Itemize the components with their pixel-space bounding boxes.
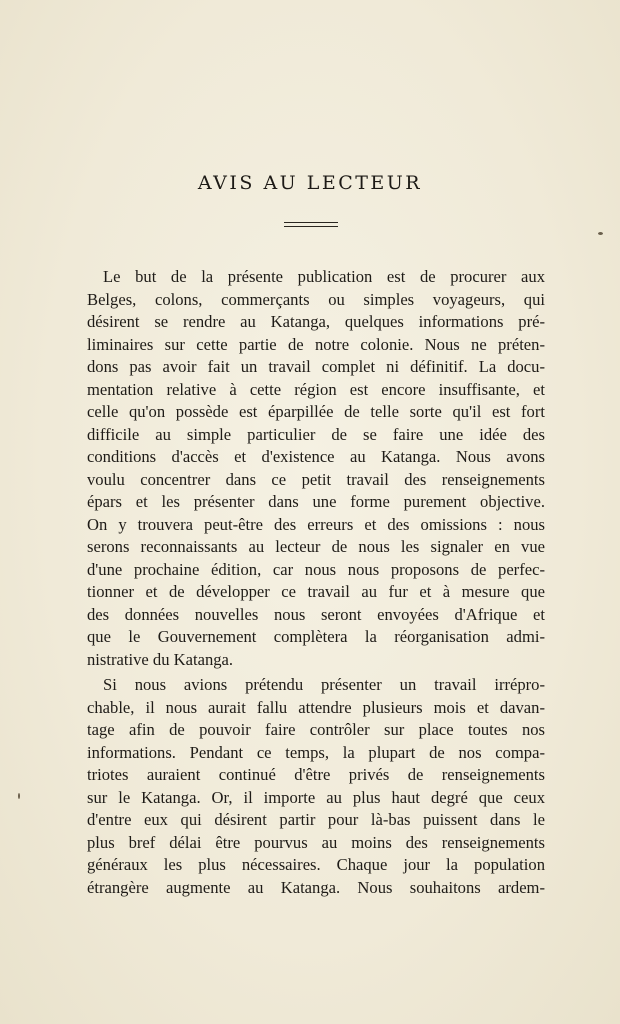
body-text (87, 266, 545, 899)
paragraph-2 (87, 674, 545, 899)
text-line: épars et les présenter dans une forme purement objective. (87, 492, 545, 511)
text-line: Le but de la présente publication est de procurer aux (103, 267, 545, 286)
text-line: sur le Katanga. Or, il importe au plus haut degré que ceux (87, 787, 545, 807)
text-line: informations. Pendant ce temps, la plupart de nos compa- (87, 742, 545, 762)
text-line: dons pas avoir fait un travail complet ni définitif. La docu- (87, 357, 545, 376)
paper-speck (18, 793, 20, 799)
text-line: désirent se rendre au Katanga, quelques informations pré- (87, 312, 545, 331)
text-line: généraux les plus nécessaires. Chaque jour la population (87, 855, 545, 874)
text-line: conditions d'accès et d'existence au Katanga. Nous avons (87, 447, 545, 466)
text-line: que le Gouvernement complètera la réorganisation admi- (87, 627, 545, 646)
text-line: On y trouvera peut-être des erreurs et des omissions : nous (87, 514, 545, 534)
text-line: chable, il nous aurait fallu attendre plusieurs mois et davan- (87, 697, 545, 717)
text-line: plus bref délai être pourvus au moins des renseignements (87, 832, 545, 852)
text-line: triotes auraient continué d'être privés de renseignements (87, 765, 545, 784)
text-line: étrangère augmente au Katanga. Nous souhaitons ardem- (87, 877, 545, 897)
text-line: Si nous avions prétendu présenter un travail irrépro- (103, 675, 545, 694)
text-line: mentation relative à cette région est encore insuffisante, et (87, 379, 545, 399)
text-line: tage afin de pouvoir faire contrôler sur place toutes nos (87, 720, 545, 739)
paper-speck (598, 232, 603, 235)
title-double-rule (284, 222, 338, 227)
text-line: serons reconnaissants au lecteur de nous les signaler en vue (87, 537, 545, 556)
page-title: AVIS AU LECTEUR (197, 172, 423, 194)
text-line: difficile au simple particulier de se faire une idée des (87, 424, 545, 444)
text-line: nistrative du Katanga. (87, 649, 234, 669)
text-line: tionner et de développer ce travail au fur et à mesure que (87, 582, 545, 601)
text-line: Belges, colons, commerçants ou simples voyageurs, qui (87, 289, 545, 309)
text-line: voulu concentrer dans ce petit travail des renseignements (87, 469, 545, 489)
text-line: des données nouvelles nous seront envoyées d'Afrique et (87, 604, 545, 624)
text-line: d'entre eux qui désirent partir pour là-bas puissent dans le (87, 810, 545, 829)
text-line: celle qu'on possède est éparpillée de telle sorte qu'il est fort (87, 402, 545, 421)
paragraph-1 (87, 266, 545, 671)
text-line: liminaires sur cette partie de notre colonie. Nous ne préten- (87, 334, 545, 354)
text-line: d'une prochaine édition, car nous nous proposons de perfec- (87, 559, 545, 579)
